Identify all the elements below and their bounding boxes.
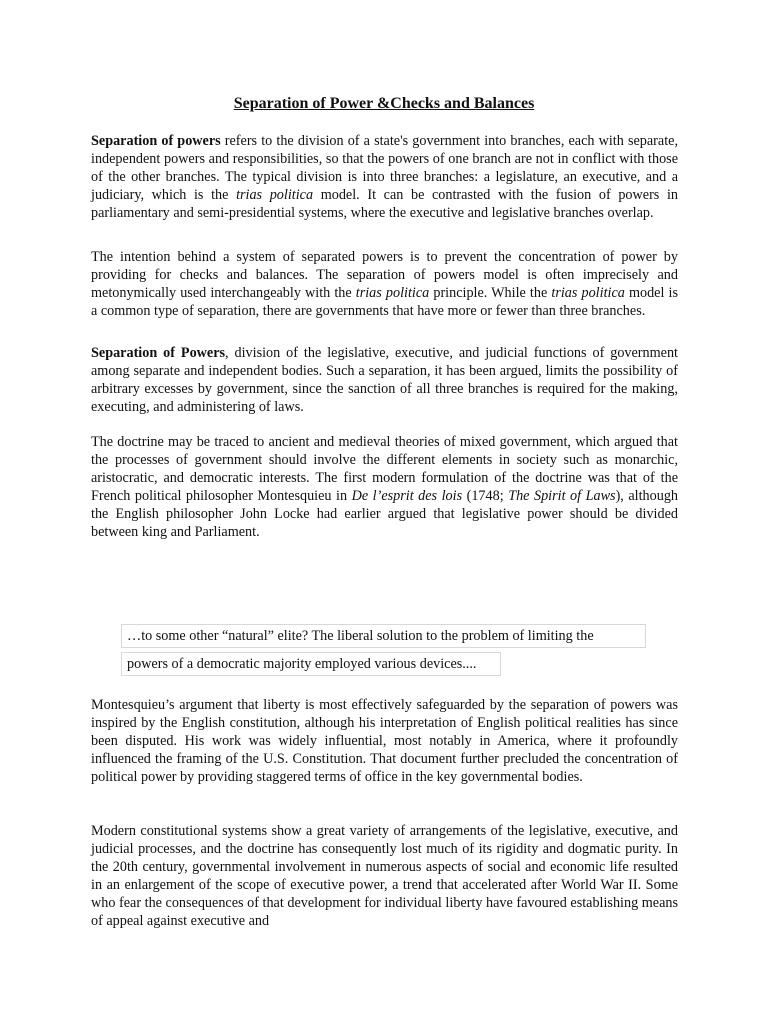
- text-segment: trias politica: [355, 285, 430, 301]
- text-segment: trias politica: [551, 285, 625, 301]
- text-segment: (1748;: [462, 488, 509, 504]
- quote-line-1: …to some other “natural” elite? The liberal solution to the problem of limiting the: [121, 624, 646, 648]
- text-segment: model. It can be contrasted with the fusion of powers in parliamentary and semi-presidential systems, where the executive and legislative branches overlap.: [91, 187, 678, 221]
- text-segment: refers to the division of a state's government into branches, each with separate, independent powers and responsibilities, so that the powers of one branch are not in conflict with those of the other branches. The typical division is into three branches: a legislature, an executive, and a judiciary, which is the: [91, 133, 678, 203]
- paragraph-separation-definition: [91, 344, 678, 416]
- text-segment: model is a common type of separation, there are governments that have more or fewer than three branches.: [91, 285, 678, 319]
- text-segment: The intention behind a system of separated powers is to prevent the concentration of power by providing for checks and balances. The separation of powers model is often imprecisely and metonymically used interchangeably with the: [91, 249, 678, 301]
- paragraph-intention: [91, 248, 678, 320]
- text-segment: ), although the English philosopher John Locke had earlier argued that legislative power should be divided between king and Parliament.: [91, 488, 679, 540]
- quote-line-2: powers of a democratic majority employed various devices....: [121, 652, 501, 676]
- text-segment: Montesquieu’s argument that liberty is most effectively safeguarded by the separation of powers was inspired by the English constitution, although his interpretation of English political realities has since been disputed. His work was widely influential, most notably in America, where it profoundly influenced the framing of the U.S. Constitution. That document further precluded the concentration of political power by providing staggered terms of office in the key governmental bodies.: [91, 697, 678, 785]
- text-segment: Separation of powers: [91, 133, 221, 149]
- text-segment: , division of the legislative, executive, and judicial functions of government among separate and independent bodies. Such a separation, it has been argued, limits the possibility of arbitrary excesses by government, since the sanction of all three branches is required for the making, executing, and administering of laws.: [91, 345, 678, 415]
- paragraph-modern-systems: [91, 822, 678, 930]
- text-segment: principle. While the: [429, 285, 552, 301]
- text-segment: De l’esprit des lois: [351, 488, 463, 504]
- document-title: Separation of Power &Checks and Balances: [233, 95, 535, 112]
- text-segment: The Spirit of Laws: [508, 488, 616, 504]
- text-segment: trias politica: [236, 187, 314, 203]
- paragraph-doctrine-history: [91, 433, 678, 541]
- paragraph-montesquieu: [91, 696, 678, 786]
- text-segment: Separation of Powers: [91, 345, 226, 361]
- text-segment: Modern constitutional systems show a great variety of arrangements of the legislative, executive, and judicial processes, and the doctrine has consequently lost much of its rigidity and dogmatic purity. In the 20th century, governmental involvement in numerous aspects of social and economic life resulted in an enlargement of the scope of executive power, a trend that accelerated after World War II. Some who fear the consequences of that development for individual liberty have favoured establishing means of appeal against executive and: [91, 823, 678, 929]
- paragraph-separation-of-powers: [91, 132, 678, 222]
- text-segment: The doctrine may be traced to ancient and medieval theories of mixed government, which argued that the processes of government should involve the different elements in society such as monarchic, aristocratic, and democratic interests. The first modern formulation of the doctrine was that of the French political philosopher Montesquieu in: [91, 434, 678, 504]
